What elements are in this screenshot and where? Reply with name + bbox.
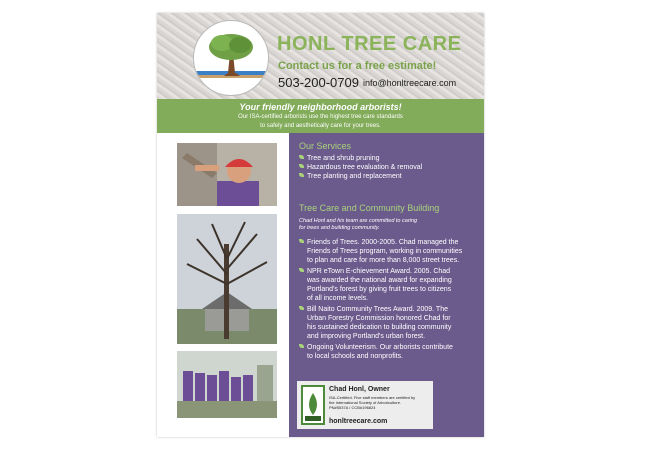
info-panel bbox=[289, 133, 484, 437]
website-link[interactable]: honltreecare.com bbox=[329, 418, 388, 425]
tree-house-photo-art bbox=[177, 214, 277, 344]
tagline-sub-1: Our ISA-certified arborists use the highest tree care standards bbox=[238, 114, 403, 120]
certification-text: ISA-Certified. Five staff members are certified by the International Society of Arboriculture. PN#5537A / CCB#196824 bbox=[329, 395, 416, 410]
tree-house-photo bbox=[177, 214, 277, 344]
community-heading: Tree Care and Community Building bbox=[299, 203, 440, 213]
leaf-bullet-icon bbox=[299, 344, 304, 348]
isa-certified-logo bbox=[301, 385, 325, 425]
flyer bbox=[157, 13, 484, 437]
award-item: Ongoing Volunteerism. Our arborists contribute to local schools and nonprofits. bbox=[299, 343, 453, 361]
team-photo bbox=[177, 351, 277, 418]
award-item: Friends of Trees. 2000-2005. Chad managed the Friends of Trees program, working in communities to plan and care for more than 8,000 street trees. bbox=[299, 238, 462, 265]
tree-logo bbox=[193, 20, 269, 96]
owner-name: Chad Honl, Owner bbox=[329, 386, 390, 393]
leaf-bullet-icon bbox=[299, 173, 304, 177]
community-intro: Chad Honl and his team are committed to caring for trees and building community. bbox=[299, 218, 418, 231]
leaf-bullet-icon bbox=[299, 239, 304, 243]
isa-leaf-icon bbox=[301, 385, 325, 425]
list-item: Hazardous tree evaluation & removal bbox=[299, 163, 422, 172]
list-item: Tree and shrub pruning bbox=[299, 154, 380, 163]
phone-number[interactable]: 503-200-0709 bbox=[278, 75, 359, 90]
team-photo-art bbox=[177, 351, 277, 418]
tagline-band bbox=[157, 99, 484, 133]
header bbox=[157, 13, 484, 99]
brand-title: HONL TREE CARE bbox=[277, 33, 462, 55]
list-item: Tree planting and replacement bbox=[299, 172, 402, 181]
arborist-photo-art bbox=[177, 143, 277, 206]
contact-cta: Contact us for a free estimate! bbox=[278, 60, 437, 72]
owner-card bbox=[297, 381, 433, 429]
arborist-photo bbox=[177, 143, 277, 206]
leaf-bullet-icon bbox=[299, 155, 304, 159]
tagline-sub-2: to safely and aesthetically care for your trees. bbox=[260, 123, 381, 129]
award-item: Bill Naito Community Trees Award. 2009. The Urban Forestry Commission honored Chad for his sustained dedication to building community and improving Portland's urban forest. bbox=[299, 305, 451, 341]
tagline: Your friendly neighborhood arborists! bbox=[239, 102, 402, 112]
tree-icon bbox=[194, 21, 268, 95]
services-heading: Our Services bbox=[299, 141, 352, 151]
leaf-bullet-icon bbox=[299, 268, 304, 272]
email-link[interactable]: info@honltreecare.com bbox=[363, 78, 457, 88]
leaf-bullet-icon bbox=[299, 306, 304, 310]
leaf-bullet-icon bbox=[299, 164, 304, 168]
award-item: NPR eTown E-chievement Award. 2005. Chad was awarded the national award for expanding Portland's forest by giving fruit trees to citizens of all income levels. bbox=[299, 267, 452, 303]
